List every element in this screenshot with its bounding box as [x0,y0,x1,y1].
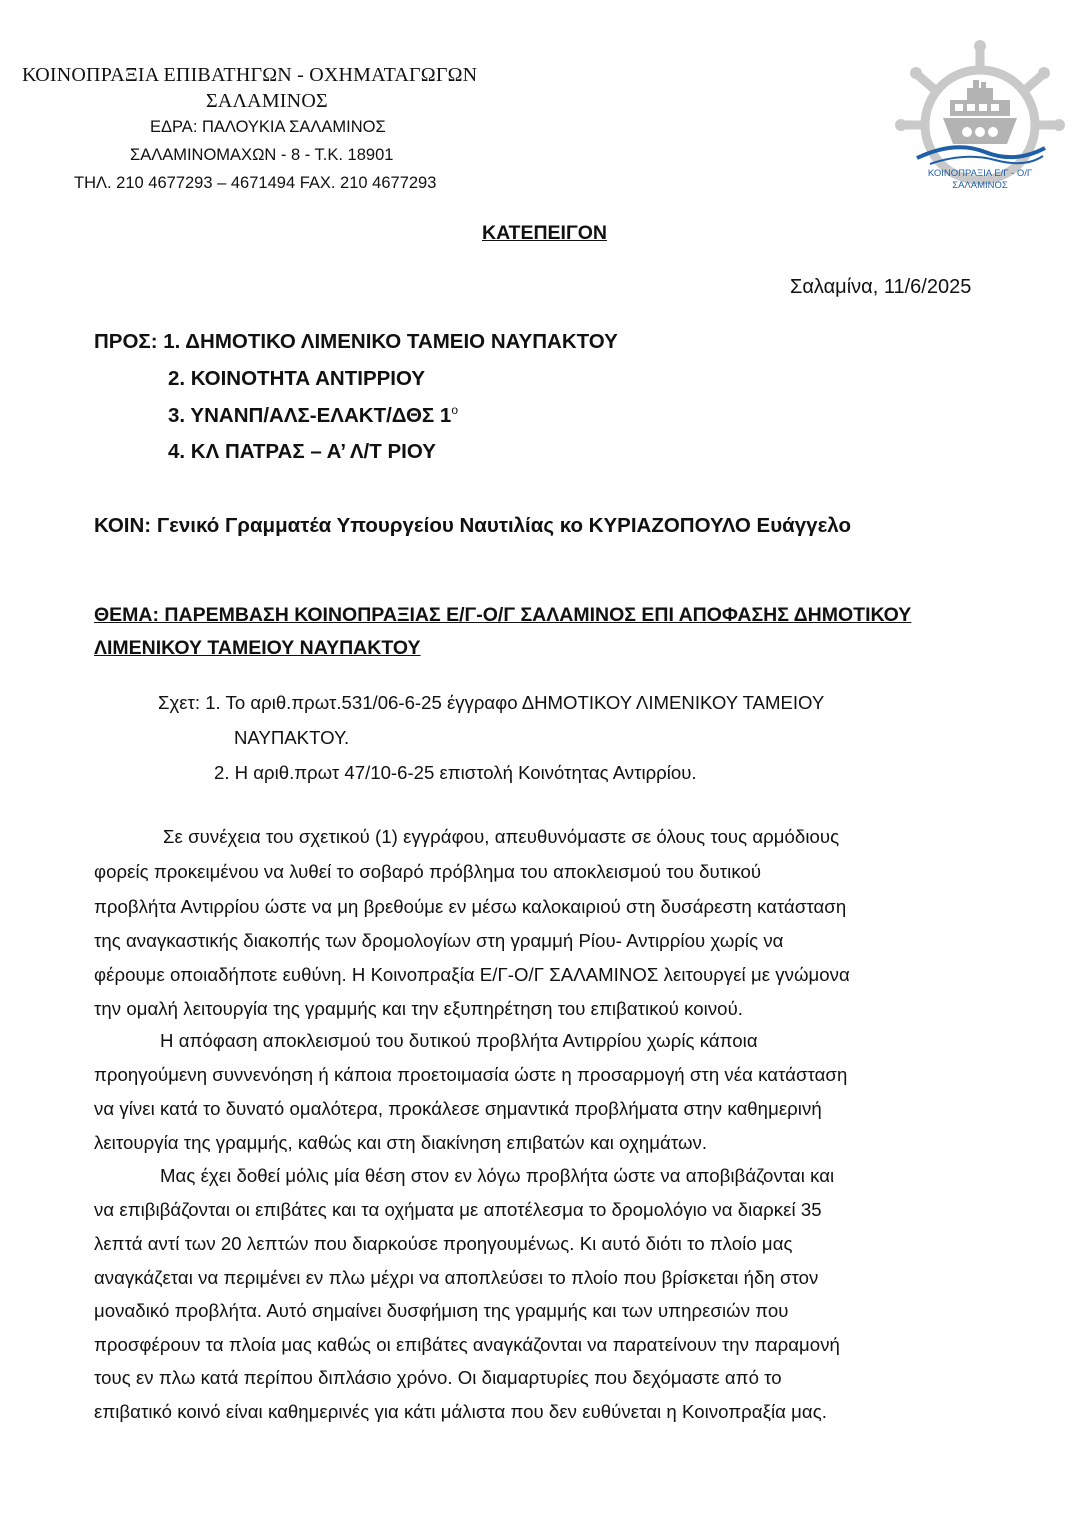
body-line: φέρουμε οποιαδήποτε ευθύνη. Η Κοινοπραξία Ε/Γ-Ο/Γ ΣΑΛΑΜΙΝΟΣ λειτουργεί με γνώμονα [94,964,850,985]
letterhead-seat: ΕΔΡΑ: ΠΑΛΟΥΚΙΑ ΣΑΛΑΜΙΝΟΣ [150,118,386,136]
letterhead-address: ΣΑΛΑΜΙΝΟΜΑΧΩΝ - 8 - Τ.Κ. 18901 [130,146,394,164]
body-line: φορείς προκειμένου να λυθεί το σοβαρό πρόβλημα του αποκλεισμού του δυτικού [94,861,762,882]
body-line: λειτουργία της γραμμής, καθώς και στη διακίνηση επιβατών και οχημάτων. [94,1132,708,1153]
recipient-line-1 [94,330,618,354]
recipient-2: 2. ΚΟΙΝΟΤΗΤΑ ΑΝΤΙΡΡΙΟΥ [168,367,426,390]
body-line: προβλήτα Αντιρρίου ώστε να μη βρεθούμε εν μέσω καλοκαιριού στη δυσάρεστη κατάσταση [94,896,847,917]
copy-to-line: ΚΟΙΝ: Γενικό Γραμματέα Υπουργείου Ναυτιλίας κο ΚΥΡΙΑΖΟΠΟΥΛΟ Ευάγγελο [94,514,851,537]
letterhead-location: ΣΑΛΑΜΙΝΟΣ [206,90,328,112]
subject-line-2: ΛΙΜΕΝΙΚΟΥ ΤΑΜΕΙΟΥ ΝΑΥΠΑΚΤΟΥ [94,637,421,659]
reference-1-continued: ΝΑΥΠΑΚΤΟΥ. [234,727,350,748]
recipient-1: 1. ΔΗΜΟΤΙΚΟ ΛΙΜΕΝΙΚΟ ΤΑΜΕΙΟ ΝΑΥΠΑΚΤΟΥ [163,330,618,353]
letterhead-company-name: ΚΟΙΝΟΠΡΑΞΙΑ ΕΠΙΒΑΤΗΓΩΝ - ΟΧΗΜΑΤΑΓΩΓΩΝ [22,64,478,86]
body-line: Μας έχει δοθεί μόλις μία θέση στον εν λόγω προβλήτα ώστε να αποβιβάζονται και [160,1165,835,1186]
body-line: Σε συνέχεια του σχετικού (1) εγγράφου, απευθυνόμαστε σε όλους τους αρμόδιους [163,826,840,847]
recipients-prefix: ΠΡΟΣ: [94,330,164,353]
body-line: προσφέρουν τα πλοία μας καθώς οι επιβάτες αναγκάζονται να παρατείνουν την παραμονή [94,1334,840,1355]
body-line: της αναγκαστικής διακοπής των δρομολογίων στη γραμμή Ρίου- Αντιρρίου χωρίς να [94,930,784,951]
letterhead-phone-fax: ΤΗΛ. 210 4677293 – 4671494 FAX. 210 4677293 [74,174,437,192]
letter-date: Σαλαμίνα, 11/6/2025 [790,276,972,298]
body-line: τους εν πλω κατά περίπου διπλάσιο χρόνο. Οι διαμαρτυρίες που δεχόμαστε από το [94,1367,782,1388]
body-line: Η απόφαση αποκλεισμού του δυτικού προβλήτα Αντιρρίου χωρίς κάποια [160,1030,758,1051]
logo-caption-location: ΣΑΛΑΜΙΝΟΣ [952,180,1008,191]
body-line: να γίνει κατά το δυνατό ομαλότερα, προκάλεσε σημαντικά προβλήματα στην καθημερινή [94,1098,822,1119]
recipient-line-3 [168,403,458,428]
body-line: την ομαλή λειτουργία της γραμμής και την εξυπηρέτηση του επιβατικού κοινού. [94,998,744,1019]
urgent-label: ΚΑΤΕΠΕΙΓΟΝ [482,222,607,244]
body-line: προηγούμενη συννενόηση ή κάποια προετοιμασία ώστε η προσαρμογή στη νέα κατάσταση [94,1064,848,1085]
body-line: λεπτά αντί των 20 λεπτών που διαρκούσε προηγουμένως. Κι αυτό διότι το πλοίο μας [94,1233,793,1254]
logo-caption-name: ΚΟΙΝΟΠΡΑΞΙΑ Ε/Γ - Ο/Γ [927,168,1033,179]
subject-line-1: ΘΕΜΑ: ΠΑΡΕΜΒΑΣΗ ΚΟΙΝΟΠΡΑΞΙΑΣ Ε/Γ-Ο/Γ ΣΑΛΑΜΙΝΟΣ ΕΠΙ ΑΠΟΦΑΣΗΣ ΔΗΜΟΤΙΚΟΥ [94,604,912,626]
body-line: να επιβιβάζονται οι επιβάτες και τα οχήματα με αποτέλεσμα το δρομολόγιο να διαρκεί 35 [94,1199,822,1220]
recipient-4: 4. ΚΛ ΠΑΤΡΑΣ – Α’ Λ/Τ ΡΙΟΥ [168,440,436,463]
reference-2: 2. Η αριθ.πρωτ 47/10-6-25 επιστολή Κοινότητας Αντιρρίου. [214,762,697,783]
reference-1: Σχετ: 1. Το αριθ.πρωτ.531/06-6-25 έγγραφο ΔΗΜΟΤΙΚΟΥ ΛΙΜΕΝΙΚΟΥ ΤΑΜΕΙΟΥ [158,692,825,713]
body-line: αναγκάζεται να περιμένει εν πλω μέχρι να αποπλεύσει το πλοίο που βρίσκεται ήδη στον [94,1267,819,1288]
body-line: επιβατικό κοινό είναι καθημερινές για κάτι μάλιστα που δεν ευθύνεται η Κοινοπραξία μας. [94,1401,827,1422]
recipient-3-superscript: ο [451,403,459,417]
body-line: μοναδικό προβλήτα. Αυτό σημαίνει δυσφήμιση της γραμμής και των υπηρεσιών που [94,1300,789,1321]
recipient-3: 3. ΥΝΑΝΠ/ΑΛΣ-ΕΛΑΚΤ/ΔΘΣ 1 [168,403,452,427]
